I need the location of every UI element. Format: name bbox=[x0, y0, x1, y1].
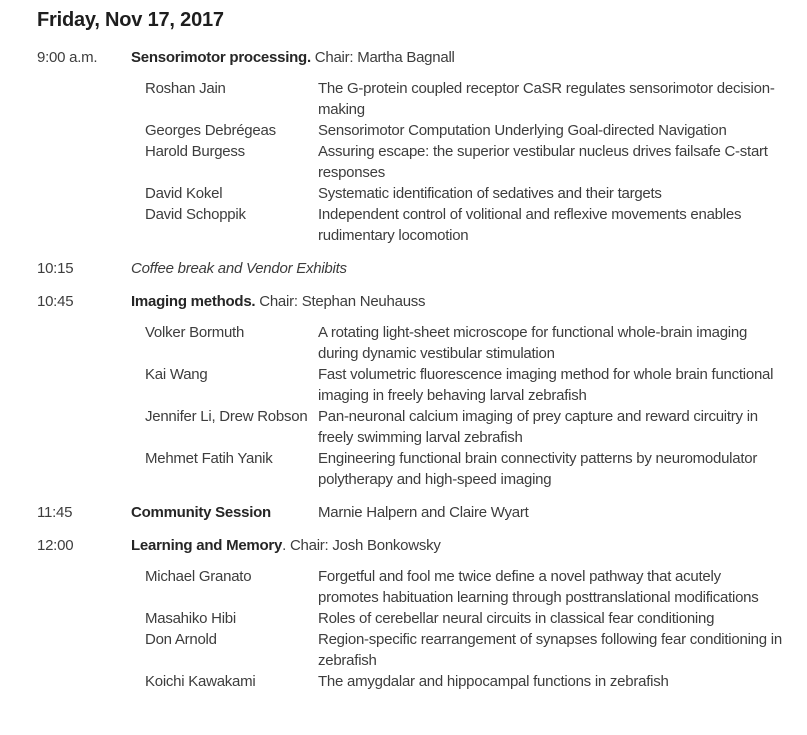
talk-title: Roles of cerebellar neural circuits in classical fear conditioning bbox=[318, 610, 715, 627]
talk-title: The G-protein coupled receptor CaSR regulates sensorimotor decision-making bbox=[318, 80, 775, 118]
talk-speaker: Roshan Jain bbox=[145, 80, 226, 97]
session-time: 10:45 bbox=[37, 293, 74, 310]
talk-title: The amygdalar and hippocampal functions in zebrafish bbox=[318, 673, 669, 690]
talk-title: Forgetful and fool me twice define a novel pathway that acutely promotes habituation learning through posttranslational modifications bbox=[318, 568, 759, 606]
talk-row bbox=[145, 141, 785, 183]
session-block bbox=[37, 291, 785, 490]
talk-title: Pan-neuronal calcium imaging of prey capture and reward circuitry in freely swimming larval zebrafish bbox=[318, 408, 758, 446]
session-block bbox=[37, 258, 785, 279]
session-time: 9:00 a.m. bbox=[37, 49, 98, 66]
session-title-bold: Imaging methods. bbox=[131, 293, 256, 310]
talk-title: Region-specific rearrangement of synapses following fear conditioning in zebrafish bbox=[318, 631, 782, 669]
talk-speaker: David Kokel bbox=[145, 185, 223, 202]
talk-list bbox=[145, 78, 785, 246]
talk-row bbox=[145, 183, 785, 204]
session-time: 10:15 bbox=[37, 260, 74, 277]
session-block bbox=[37, 47, 785, 246]
talk-speaker: Jennifer Li, Drew Robson bbox=[145, 408, 308, 425]
talk-row bbox=[145, 78, 785, 120]
session-title-italic: Coffee break and Vendor Exhibits bbox=[131, 260, 347, 277]
session-title bbox=[131, 258, 785, 279]
session-title-bold: Sensorimotor processing. bbox=[131, 49, 311, 66]
session-header bbox=[37, 502, 785, 523]
talk-speaker: Georges Debrégeas bbox=[145, 122, 276, 139]
talk-speaker: David Schoppik bbox=[145, 206, 246, 223]
talk-speaker: Koichi Kawakami bbox=[145, 673, 256, 690]
session-chairs: Marnie Halpern and Claire Wyart bbox=[318, 504, 529, 521]
session-title-bold: Community Session bbox=[131, 504, 271, 521]
talk-title: Systematic identification of sedatives and their targets bbox=[318, 185, 662, 202]
talk-speaker: Mehmet Fatih Yanik bbox=[145, 450, 273, 467]
session-title bbox=[131, 502, 318, 523]
talk-row bbox=[145, 608, 785, 629]
session-header bbox=[37, 535, 785, 556]
talk-speaker: Masahiko Hibi bbox=[145, 610, 236, 627]
talk-speaker: Volker Bormuth bbox=[145, 324, 245, 341]
session-chair-text: Chair: Martha Bagnall bbox=[310, 49, 455, 66]
session-block bbox=[37, 502, 785, 523]
talk-row bbox=[145, 364, 785, 406]
talk-speaker: Don Arnold bbox=[145, 631, 217, 648]
session-title bbox=[131, 291, 785, 312]
session-time: 12:00 bbox=[37, 537, 74, 554]
session-header bbox=[37, 258, 785, 279]
talk-row bbox=[145, 322, 785, 364]
talk-speaker: Michael Granato bbox=[145, 568, 252, 585]
talk-row bbox=[145, 448, 785, 490]
talk-list bbox=[145, 322, 785, 490]
talk-title: A rotating light-sheet microscope for functional whole-brain imaging during dynamic vestibular stimulation bbox=[318, 324, 748, 362]
talk-row bbox=[145, 120, 785, 141]
talk-title: Independent control of volitional and reflexive movements enables rudimentary locomotion bbox=[318, 206, 742, 244]
talk-row bbox=[145, 671, 785, 692]
talk-list bbox=[145, 566, 785, 692]
talk-title: Assuring escape: the superior vestibular nucleus drives failsafe C-start responses bbox=[318, 143, 768, 181]
session-header bbox=[37, 291, 785, 312]
session-chair-text: . Chair: Josh Bonkowsky bbox=[282, 537, 441, 554]
talk-title: Sensorimotor Computation Underlying Goal-directed Navigation bbox=[318, 122, 727, 139]
talk-speaker: Kai Wang bbox=[145, 366, 208, 383]
schedule-list bbox=[37, 47, 785, 692]
talk-title: Engineering functional brain connectivity patterns by neuromodulator polytherapy and high-speed imaging bbox=[318, 450, 758, 488]
talk-row bbox=[145, 566, 785, 608]
session-title-bold: Learning and Memory bbox=[131, 537, 283, 554]
session-header bbox=[37, 47, 785, 68]
session-title bbox=[131, 47, 785, 68]
session-chair-text: Chair: Stephan Neuhauss bbox=[255, 293, 426, 310]
talk-row bbox=[145, 629, 785, 671]
talk-title: Fast volumetric fluorescence imaging method for whole brain functional imaging in freely behaving larval zebrafish bbox=[318, 366, 774, 404]
talk-speaker: Harold Burgess bbox=[145, 143, 245, 160]
talk-row bbox=[145, 204, 785, 246]
talk-row bbox=[145, 406, 785, 448]
session-title bbox=[131, 535, 785, 556]
page-title: Friday, Nov 17, 2017 bbox=[37, 9, 224, 31]
session-time: 11:45 bbox=[37, 504, 73, 521]
session-block bbox=[37, 535, 785, 692]
